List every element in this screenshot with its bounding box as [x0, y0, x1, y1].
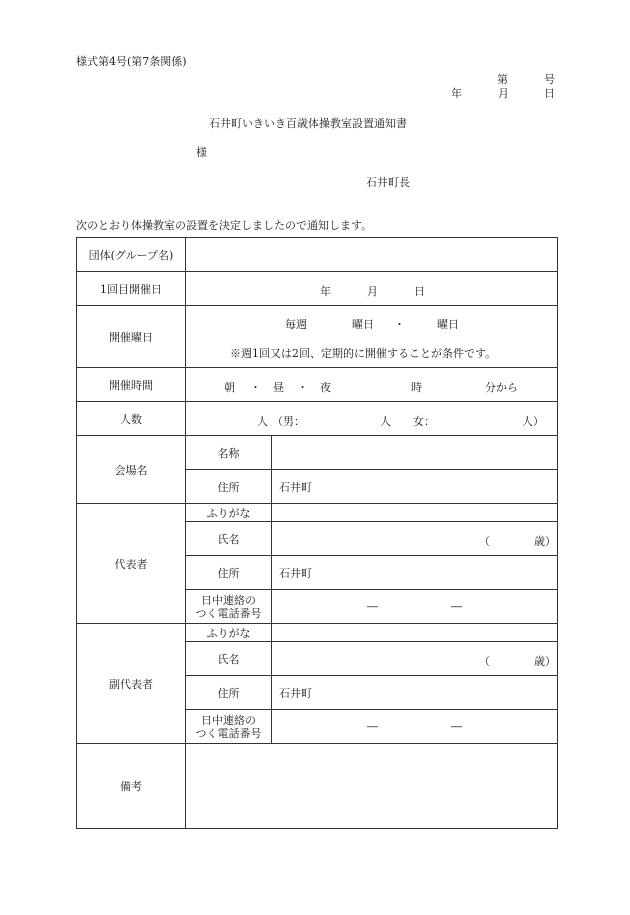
rep-phone-label-line2: つく電話番号 — [195, 606, 262, 620]
people-female-unit: 人） — [522, 415, 544, 428]
vice-label: 副代表者 — [77, 624, 186, 744]
remarks-field[interactable] — [186, 744, 558, 829]
weekday-1: 曜日 — [352, 318, 374, 331]
rep-name-label: 氏名 — [186, 522, 272, 556]
time-from: 分から — [485, 381, 518, 394]
weekday-dot: ・ — [394, 318, 405, 331]
rep-furigana-field[interactable] — [272, 504, 558, 522]
row-group — [77, 238, 558, 272]
vice-name-field[interactable] — [272, 642, 558, 676]
vice-phone-label-line1: 日中連絡の — [201, 713, 256, 727]
people-male-unit: 人 — [380, 415, 391, 428]
time-field[interactable] — [186, 368, 558, 402]
people-female: 女： — [413, 415, 435, 428]
date-year: 年 — [451, 87, 462, 100]
weekday-label: 開催曜日 — [77, 306, 186, 368]
people-label: 人数 — [77, 402, 186, 436]
weekday-every-week: 毎週 — [285, 318, 307, 331]
vice-phone-label-line2: つく電話番号 — [195, 726, 262, 740]
time-label: 開催時間 — [77, 368, 186, 402]
weekday-note: ※週1回又は2回、定期的に開催することが条件です。 — [230, 347, 497, 360]
people-persons: 人 — [257, 415, 268, 428]
date-month: 月 — [498, 87, 509, 100]
time-dot-2: ・ — [297, 381, 308, 394]
people-male: （男： — [272, 415, 305, 428]
vice-age-open: （ — [479, 655, 490, 668]
weekday-field[interactable] — [186, 306, 558, 368]
venue-name-label: 名称 — [186, 436, 272, 470]
rep-phone-label — [186, 590, 272, 624]
first-session-label: 1回目開催日 — [77, 272, 186, 306]
group-field[interactable] — [186, 238, 558, 272]
document-title: 石井町いきいき百歳体操教室設置通知書 — [209, 117, 407, 130]
vice-address-label: 住所 — [186, 676, 272, 710]
first-session-field[interactable] — [186, 272, 558, 306]
rep-age-open: （ — [479, 535, 490, 548]
number-go: 号 — [544, 73, 555, 86]
time-morning: 朝 — [224, 381, 235, 394]
rep-phone-label-line1: 日中連絡の — [201, 593, 256, 607]
notice-form-table — [76, 237, 558, 829]
weekday-2: 曜日 — [437, 318, 459, 331]
date-day: 日 — [544, 87, 555, 100]
rep-age-close: 歳） — [534, 535, 556, 548]
venue-address-field[interactable]: 石井町 — [272, 470, 558, 504]
time-night: 夜 — [320, 381, 331, 394]
first-session-year: 年 — [320, 285, 331, 298]
row-vice-furigana — [77, 624, 558, 642]
rep-address-field[interactable]: 石井町 — [272, 556, 558, 590]
group-label: 団体(グループ名) — [77, 238, 186, 272]
row-first-session — [77, 272, 558, 306]
vice-phone-dash-2: ― — [451, 720, 462, 733]
first-session-month: 月 — [367, 285, 378, 298]
row-venue-name — [77, 436, 558, 470]
time-noon: 昼 — [273, 381, 284, 394]
remarks-label: 備考 — [77, 744, 186, 829]
venue-address-label: 住所 — [186, 470, 272, 504]
number-dai: 第 — [497, 73, 508, 86]
rep-name-field[interactable] — [272, 522, 558, 556]
form-number: 様式第4号(第7条関係) — [76, 55, 187, 68]
rep-furigana-label: ふりがな — [186, 504, 272, 522]
time-dot-1: ・ — [250, 381, 261, 394]
addressee-suffix: 様 — [196, 146, 207, 159]
rep-address-label: 住所 — [186, 556, 272, 590]
row-weekday — [77, 306, 558, 368]
sender: 石井町長 — [366, 176, 410, 189]
vice-phone-label — [186, 710, 272, 744]
venue-label: 会場名 — [77, 436, 186, 504]
row-time — [77, 368, 558, 402]
people-field[interactable] — [186, 402, 558, 436]
vice-name-label: 氏名 — [186, 642, 272, 676]
row-people — [77, 402, 558, 436]
vice-address-field[interactable]: 石井町 — [272, 676, 558, 710]
rep-phone-dash-1: ― — [367, 600, 378, 613]
vice-furigana-field[interactable] — [272, 624, 558, 642]
vice-phone-dash-1: ― — [367, 720, 378, 733]
first-session-day: 日 — [414, 285, 425, 298]
venue-name-field[interactable] — [272, 436, 558, 470]
rep-label: 代表者 — [77, 504, 186, 624]
rep-phone-field[interactable] — [272, 590, 558, 624]
vice-age-close: 歳） — [534, 655, 556, 668]
vice-furigana-label: ふりがな — [186, 624, 272, 642]
time-hour: 時 — [411, 381, 422, 394]
vice-phone-field[interactable] — [272, 710, 558, 744]
rep-phone-dash-2: ― — [451, 600, 462, 613]
row-rep-furigana — [77, 504, 558, 522]
intro-text: 次のとおり体操教室の設置を決定しましたので通知します。 — [76, 219, 373, 232]
row-remarks — [77, 744, 558, 829]
